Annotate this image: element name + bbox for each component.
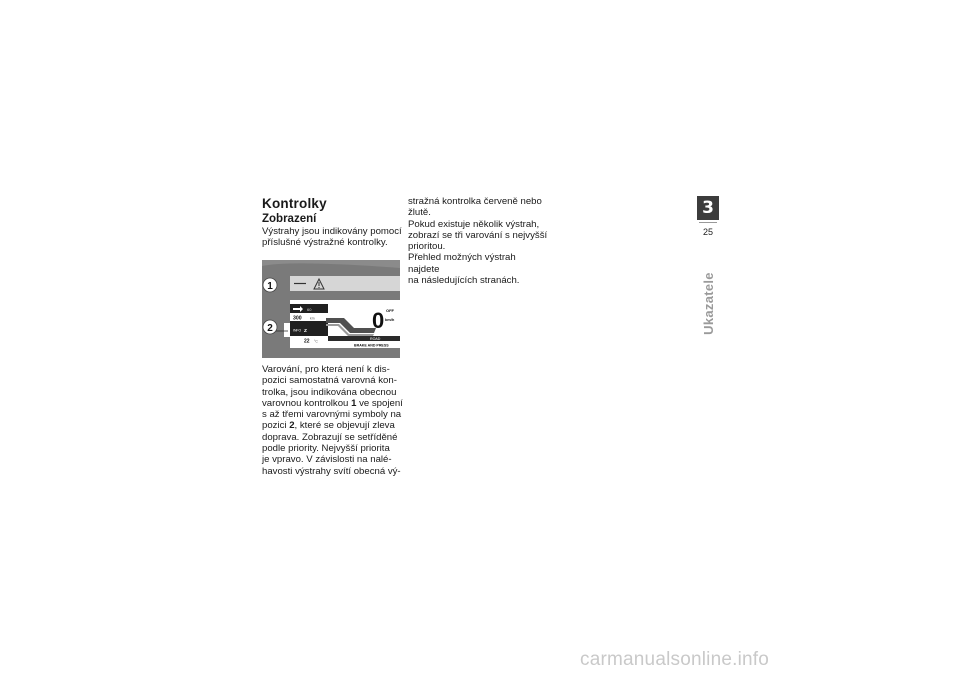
- body-line: Pokud existuje několik výstrah,: [408, 218, 540, 230]
- body-line: Varování, pro která není k dis-: [262, 364, 390, 375]
- body-line: pozici samostatná varovná kon-: [262, 375, 397, 387]
- body-line: je vpravo. V závislosti na nalé-: [262, 454, 392, 466]
- range-unit: km: [310, 316, 315, 321]
- body-line: stražná kontrolka červeně nebo: [408, 196, 542, 207]
- body-line: s až třemi varovnými symboly na: [262, 409, 402, 421]
- body-line: žlutě.: [408, 207, 431, 219]
- body-line: zobrazí se tři varování s nejvyšší: [408, 229, 548, 241]
- intro-paragraph: [262, 226, 404, 249]
- prompt-label: BRAKE AND PRESS: [354, 343, 389, 348]
- tab-divider: [699, 222, 717, 223]
- mode-strip: [328, 336, 400, 341]
- fuel-label: 60: [307, 307, 312, 312]
- intro-line: Výstrahy jsou indikovány pomocí: [262, 226, 402, 237]
- right-column: [408, 196, 548, 286]
- info-value: Z: [304, 329, 307, 334]
- chapter-label: [697, 268, 719, 338]
- info-label: INFO: [293, 328, 302, 333]
- body-line: , které se objevují zleva: [294, 420, 395, 432]
- body-line: trolka, jsou indikována obecnou: [262, 386, 397, 398]
- callout-1: 1: [267, 281, 273, 292]
- callout-ref-2: 2: [289, 420, 295, 432]
- watermark: carmanualsonline.info: [580, 649, 770, 670]
- body-line: podle priority. Nejvyšší priorita: [262, 443, 390, 455]
- range-value: 300: [293, 315, 302, 322]
- section-heading: Kontrolky: [262, 196, 327, 211]
- intro-line: příslušné výstražné kontrolky.: [262, 237, 388, 249]
- chapter-tab: [697, 196, 719, 237]
- speed-value: 0: [372, 308, 385, 333]
- page-number: 25: [702, 227, 713, 237]
- callout-ref-1: 1: [351, 397, 357, 409]
- dashboard-illustration: [262, 260, 400, 358]
- temp-value: 22: [304, 338, 310, 345]
- body-line: Přehled možných výstrah najdete: [408, 252, 516, 275]
- body-line: havosti výstrahy svítí obecná vý-: [262, 465, 401, 477]
- left-body: [262, 364, 404, 477]
- off-label: OFF: [386, 308, 394, 313]
- body-line: na následujících stranách.: [408, 275, 520, 287]
- callout-2: 2: [267, 323, 273, 334]
- section-subheading: Zobrazení: [262, 213, 317, 225]
- chapter-label-text: Ukazatele: [700, 271, 716, 335]
- dashboard-figure: [262, 260, 400, 358]
- body-line: pozici: [262, 420, 290, 432]
- body-paragraph-left: [262, 364, 404, 477]
- body-line: doprava. Zobrazují se setříděné: [262, 431, 398, 443]
- warning-bar: [290, 276, 400, 291]
- body-line: ve spojení: [356, 397, 403, 409]
- body-line: varovnou kontrolkou: [262, 397, 349, 409]
- temp-unit: °C: [314, 339, 318, 344]
- left-column: [262, 196, 404, 249]
- speed-unit: km/h: [385, 317, 395, 322]
- chapter-number: 3: [697, 196, 719, 220]
- body-paragraph-right: [408, 196, 548, 286]
- body-line: prioritou.: [408, 241, 446, 253]
- mode-label: ROAD: [370, 337, 381, 341]
